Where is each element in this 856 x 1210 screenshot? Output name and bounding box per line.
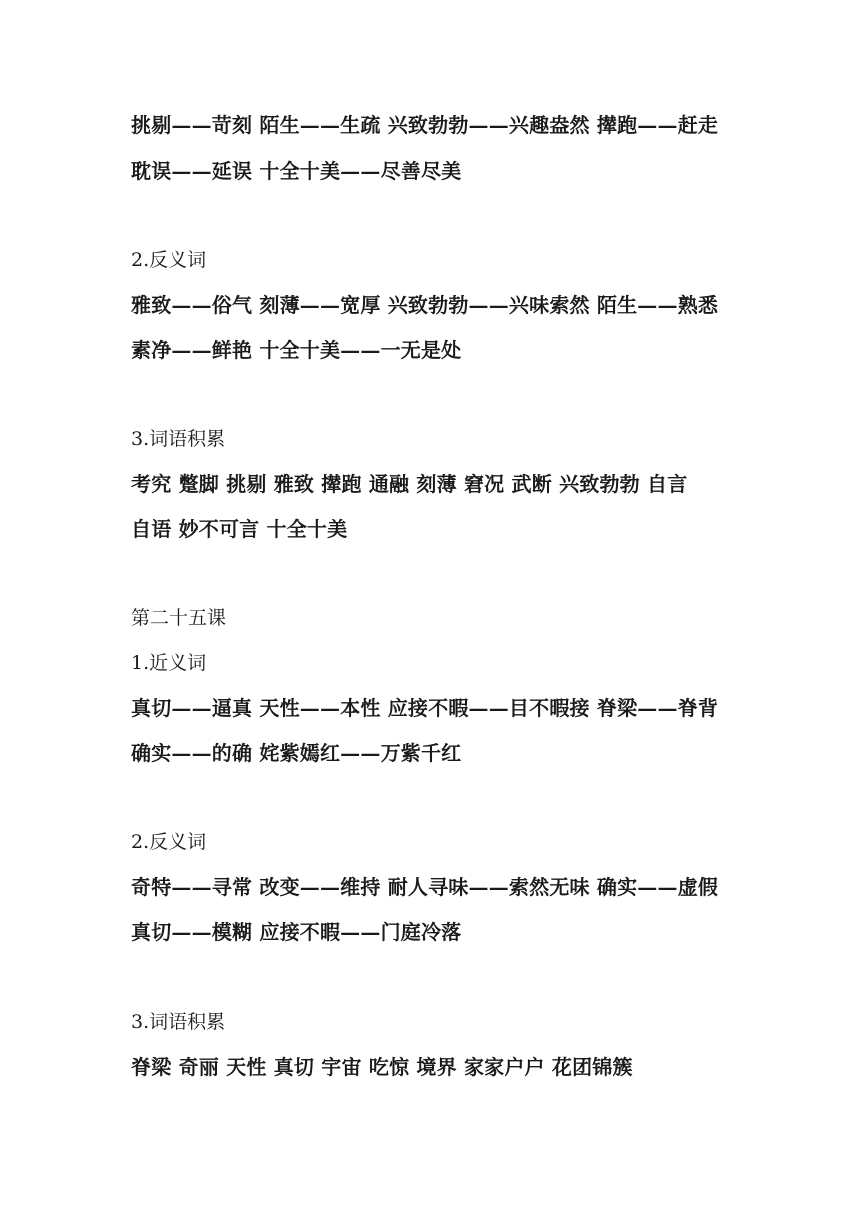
lesson-vocab-heading: 3.词语积累	[131, 1011, 226, 1033]
lesson-antonyms-line-1: 奇特——寻常 改变——维持 耐人寻味——索然无味 确实——虚假	[131, 875, 719, 899]
synonyms-line-2: 耽误——延误 十全十美——尽善尽美	[131, 159, 462, 183]
lesson-vocab-line-1: 脊梁 奇丽 天性 真切 宇宙 吃惊 境界 家家户户 花团锦簇	[131, 1055, 633, 1079]
lesson-synonyms-line-2: 确实——的确 姹紫嫣红——万紫千红	[131, 741, 462, 765]
synonyms-line-1: 挑剔——苛刻 陌生——生疏 兴致勃勃——兴趣盎然 撵跑——赶走	[131, 113, 719, 137]
lesson-antonyms-line-2: 真切——模糊 应接不暇——门庭冷落	[131, 920, 462, 944]
antonyms-heading: 2.反义词	[131, 249, 207, 271]
vocab-line-2: 自语 妙不可言 十全十美	[131, 517, 348, 541]
vocab-heading: 3.词语积累	[131, 428, 226, 450]
lesson-antonyms-heading: 2.反义词	[131, 831, 207, 853]
lesson-synonyms-line-1: 真切——逼真 天性——本性 应接不暇——目不暇接 脊梁——脊背	[131, 696, 719, 720]
antonyms-line-2: 素净——鲜艳 十全十美——一无是处	[131, 338, 462, 362]
vocab-line-1: 考究 蹩脚 挑剔 雅致 撵跑 通融 刻薄 窘况 武断 兴致勃勃 自言	[131, 472, 688, 496]
lesson-title: 第二十五课	[131, 607, 227, 629]
antonyms-line-1: 雅致——俗气 刻薄——宽厚 兴致勃勃——兴味索然 陌生——熟悉	[131, 293, 719, 317]
lesson-synonyms-heading: 1.近义词	[131, 652, 207, 674]
